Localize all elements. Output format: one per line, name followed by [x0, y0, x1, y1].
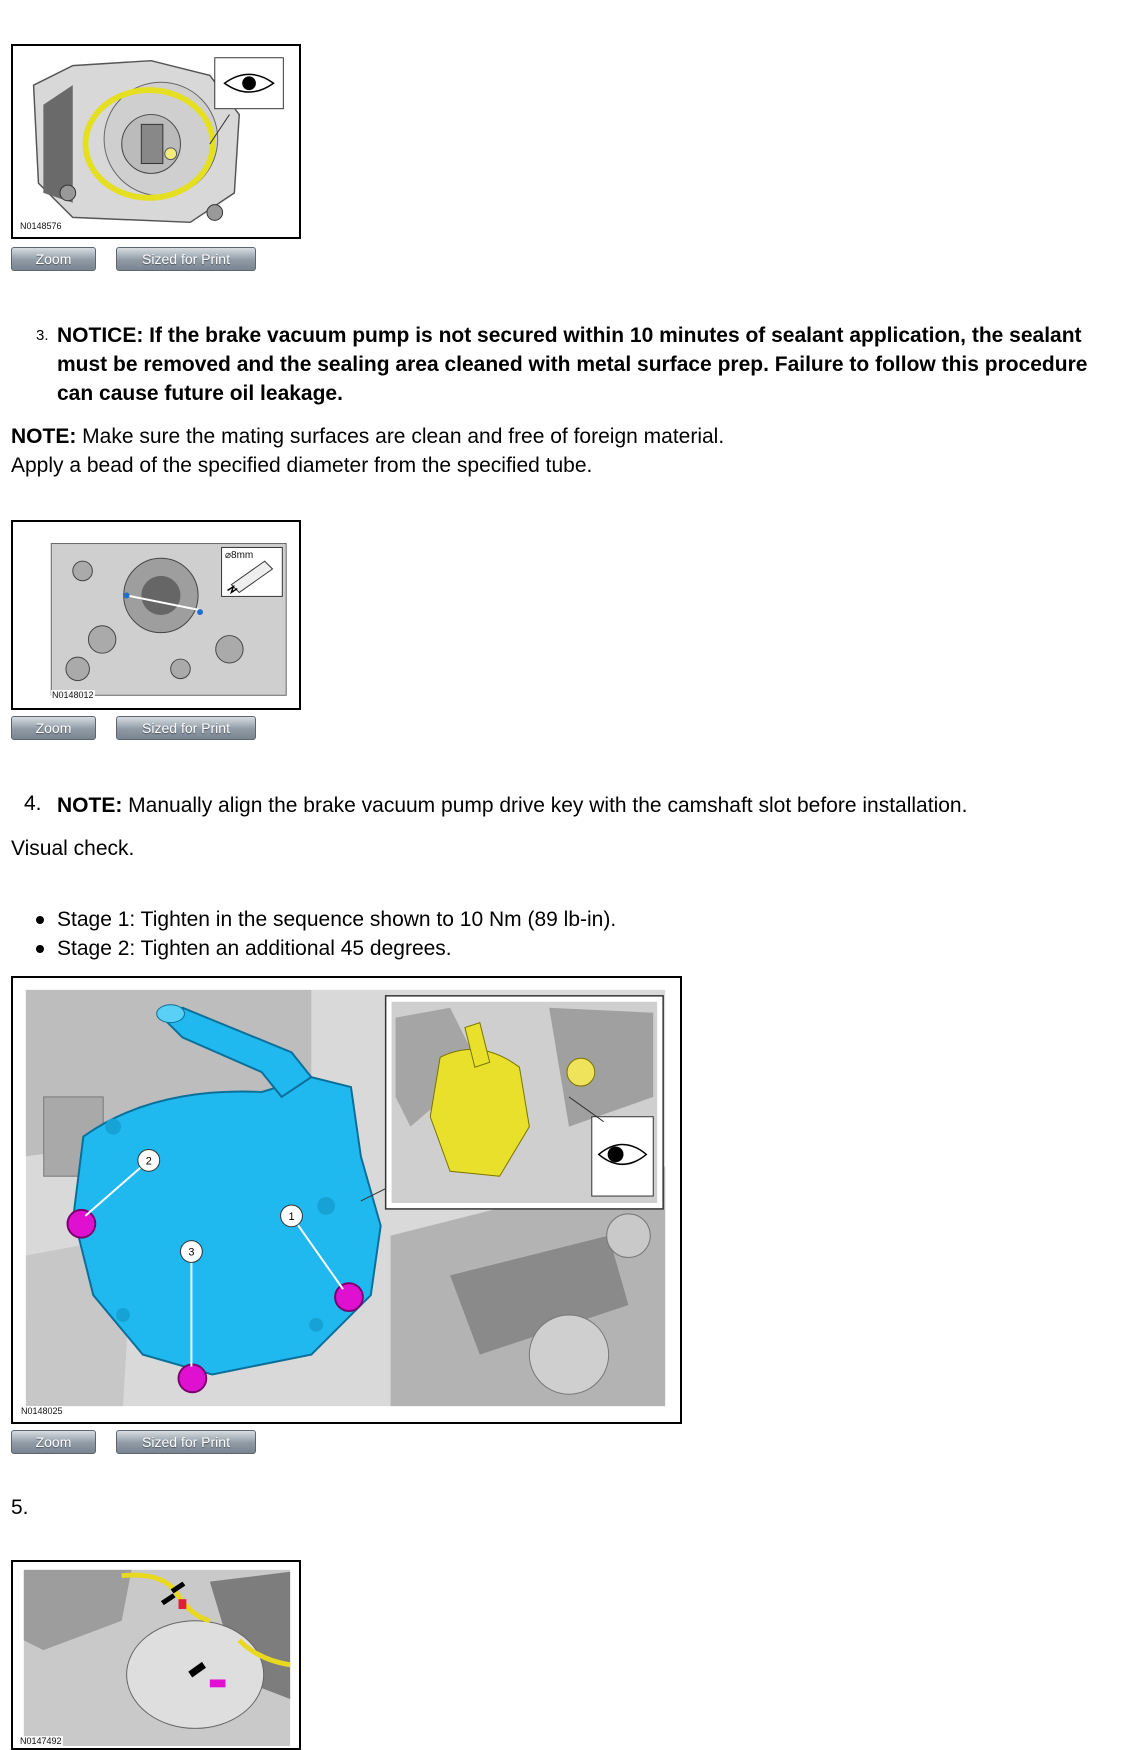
zoom-button[interactable]: Zoom: [11, 1430, 96, 1454]
figure-id-label: N0147492: [20, 1736, 62, 1746]
figure-vacuum-hose: [11, 1560, 301, 1750]
bolt-1: [335, 1283, 363, 1311]
step-number: 3.: [36, 327, 49, 344]
step3-notice: NOTICE: If the brake vacuum pump is not secured within 10 minutes of sealant application, the sealant must be removed and the sealing area cleaned with metal surface prep. Failure to follow this procedure can cause future oil leakage.: [57, 324, 1088, 405]
bolt-2: [68, 1210, 96, 1238]
pump-seal-illustration: [13, 46, 299, 237]
bullet: [36, 945, 44, 953]
note-text: Manually align the brake vacuum pump drive key with the camshaft slot before installation.: [128, 794, 968, 817]
bullet-stage-2: Stage 2: Tighten an additional 45 degrees.: [57, 937, 452, 960]
bullet: [36, 916, 44, 924]
step3-note: [11, 422, 1111, 451]
figure-id-label: N0148576: [20, 221, 62, 231]
figure-torque-sequence: [11, 976, 682, 1424]
step5-number: 5.: [11, 1496, 29, 1519]
figure-pump-seal: [11, 44, 301, 239]
callout-3: 3: [188, 1246, 195, 1259]
sized-for-print-button[interactable]: Sized for Print: [116, 247, 256, 271]
step-number: 4.: [24, 792, 42, 815]
bead-diameter-callout: ⌀8mm: [225, 550, 254, 561]
bolt-3: [179, 1365, 207, 1393]
sealant-bead-illustration: [13, 522, 299, 708]
callout-1: 1: [288, 1210, 295, 1223]
figure-id-label: N0148012: [52, 690, 94, 700]
figure-id-label: N0148025: [21, 1406, 63, 1416]
visual-check-text: Visual check.: [11, 837, 135, 860]
zoom-button[interactable]: Zoom: [11, 247, 96, 271]
step4-note: [57, 791, 1117, 820]
callout-2: 2: [145, 1155, 152, 1168]
note-text: Make sure the mating surfaces are clean and free of foreign material.: [82, 425, 725, 448]
sized-for-print-button[interactable]: Sized for Print: [116, 716, 256, 740]
step3-instruction: Apply a bead of the specified diameter from the specified tube.: [11, 454, 593, 477]
bullet-stage-1: Stage 1: Tighten in the sequence shown to 10 Nm (89 lb-in).: [57, 908, 617, 931]
vacuum-hose-illustration: [13, 1562, 299, 1748]
note-label: NOTE:: [57, 794, 123, 817]
figure-sealant-bead: [11, 520, 301, 710]
torque-sequence-illustration: [13, 978, 680, 1422]
zoom-button[interactable]: Zoom: [11, 716, 96, 740]
sized-for-print-button[interactable]: Sized for Print: [116, 1430, 256, 1454]
note-label: NOTE:: [11, 425, 77, 448]
